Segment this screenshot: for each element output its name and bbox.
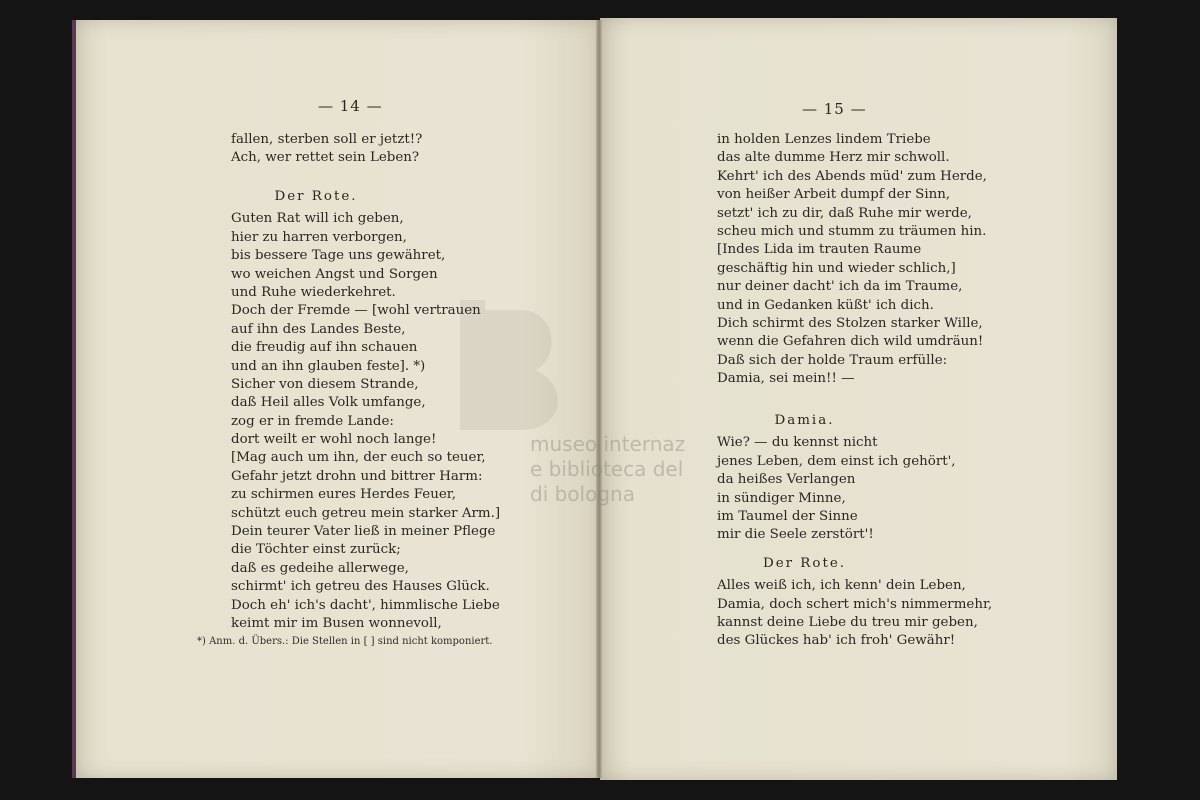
verse-line: und Ruhe wiederkehret. [231, 284, 396, 300]
verse-line: [Mag auch um ihn, der euch so teuer, [231, 450, 486, 466]
verse-line: und an ihn glauben feste]. *) [231, 358, 426, 374]
watermark-line: di bologna [530, 482, 635, 506]
verse-line: Ach, wer rettet sein Leben? [231, 150, 420, 166]
verse-line: im Taumel der Sinne [717, 508, 858, 524]
verse-line: Alles weiß ich, ich kenn' dein Leben, [717, 578, 966, 594]
verse-line: Wie? — du kennst nicht [717, 435, 878, 451]
verse-line: kannst deine Liebe du treu mir geben, [717, 614, 978, 630]
verse-line: wenn die Gefahren dich wild umdräun! [717, 334, 984, 350]
verse-line: da heißes Verlangen [717, 472, 856, 488]
verse-line: Guten Rat will ich geben, [231, 211, 404, 227]
verse-line: in holden Lenzes lindem Triebe [717, 132, 931, 147]
verse-line: zu schirmen eures Herdes Feuer, [231, 487, 456, 503]
verse-line: schirmt' ich getreu des Hauses Glück. [231, 579, 490, 595]
footnote: *) Anm. d. Übers.: Die Stellen in [ ] sind nicht komponiert. [197, 636, 493, 647]
verse-line: Daß sich der holde Traum erfülle: [717, 352, 948, 368]
verse-line: die freudig auf ihn schauen [231, 340, 418, 356]
verse-line: geschäftig hin und wieder schlich,] [717, 260, 956, 276]
verse-line: Gefahr jetzt drohn und bittrer Harm: [231, 468, 483, 484]
right-top-verse [717, 131, 987, 388]
book-gutter [596, 20, 602, 778]
speaker-heading: Damia. [774, 413, 835, 428]
watermark-line: e biblioteca del [530, 457, 684, 481]
verse-line: und in Gedanken küßt' ich dich. [717, 297, 934, 313]
verse-line: Dein teurer Vater ließ in meiner Pflege [231, 524, 496, 540]
left-page-number: — 14 — [318, 97, 383, 115]
verse-line: in sündiger Minne, [717, 490, 846, 506]
left-opening-verse [231, 131, 422, 168]
verse-line: des Glückes hab' ich froh' Gewähr! [717, 633, 956, 649]
speaker-heading: Der Rote. [274, 189, 358, 204]
verse-line: Damia, sei mein!! — [717, 371, 855, 387]
verse-line: Doch der Fremde — [wohl vertrauen [231, 303, 481, 319]
verse-line: daß es gedeihe allerwege, [231, 560, 409, 576]
verse-line: die Töchter einst zurück; [231, 542, 401, 558]
verse-line: Doch eh' ich's dacht', himmlische Liebe [231, 597, 500, 613]
verse-line: das alte dumme Herz mir schwoll. [717, 150, 950, 166]
verse-line: scheu mich und stumm zu träumen hin. [717, 223, 987, 239]
verse-line: Kehrt' ich des Abends müd' zum Herde, [717, 168, 987, 184]
verse-line: keimt mir im Busen wonnevoll, [231, 615, 442, 631]
verse-line: jenes Leben, dem einst ich gehört', [717, 453, 956, 469]
verse-line: Dich schirmt des Stolzen starker Wille, [717, 315, 983, 331]
verse-line: fallen, sterben soll er jetzt!? [231, 132, 423, 147]
watermark-text [530, 432, 685, 507]
left-main-verse [231, 178, 501, 633]
verse-line: nur deiner dacht' ich da im Traume, [717, 279, 963, 295]
verse-line: von heißer Arbeit dumpf der Sinn, [717, 187, 951, 203]
verse-line: Damia, doch schert mich's nimmermehr, [717, 596, 993, 612]
verse-line: auf ihn des Landes Beste, [231, 321, 406, 337]
verse-line: setzt' ich zu dir, daß Ruhe mir werde, [717, 205, 972, 221]
verse-line: Sicher von diesem Strande, [231, 376, 419, 392]
speaker-heading: Der Rote. [762, 555, 847, 571]
verse-line: daß Heil alles Volk umfange, [231, 395, 426, 411]
verse-line: dort weilt er wohl noch lange! [231, 432, 437, 448]
verse-line: [Indes Lida im trauten Raume [717, 242, 922, 258]
verse-line: zog er in fremde Lande: [231, 413, 394, 429]
verse-line: hier zu harren verborgen, [231, 229, 407, 245]
verse-line: bis bessere Tage uns gewähret, [231, 248, 446, 264]
right-page-number: — 15 — [802, 100, 867, 118]
verse-line: wo weichen Angst und Sorgen [231, 266, 438, 282]
right-dialogue [717, 402, 993, 651]
watermark-line: museo internaz [530, 432, 686, 456]
verse-line: schützt euch getreu mein starker Arm.] [231, 505, 501, 521]
verse-line: mir die Seele zerstört'! [717, 527, 874, 543]
